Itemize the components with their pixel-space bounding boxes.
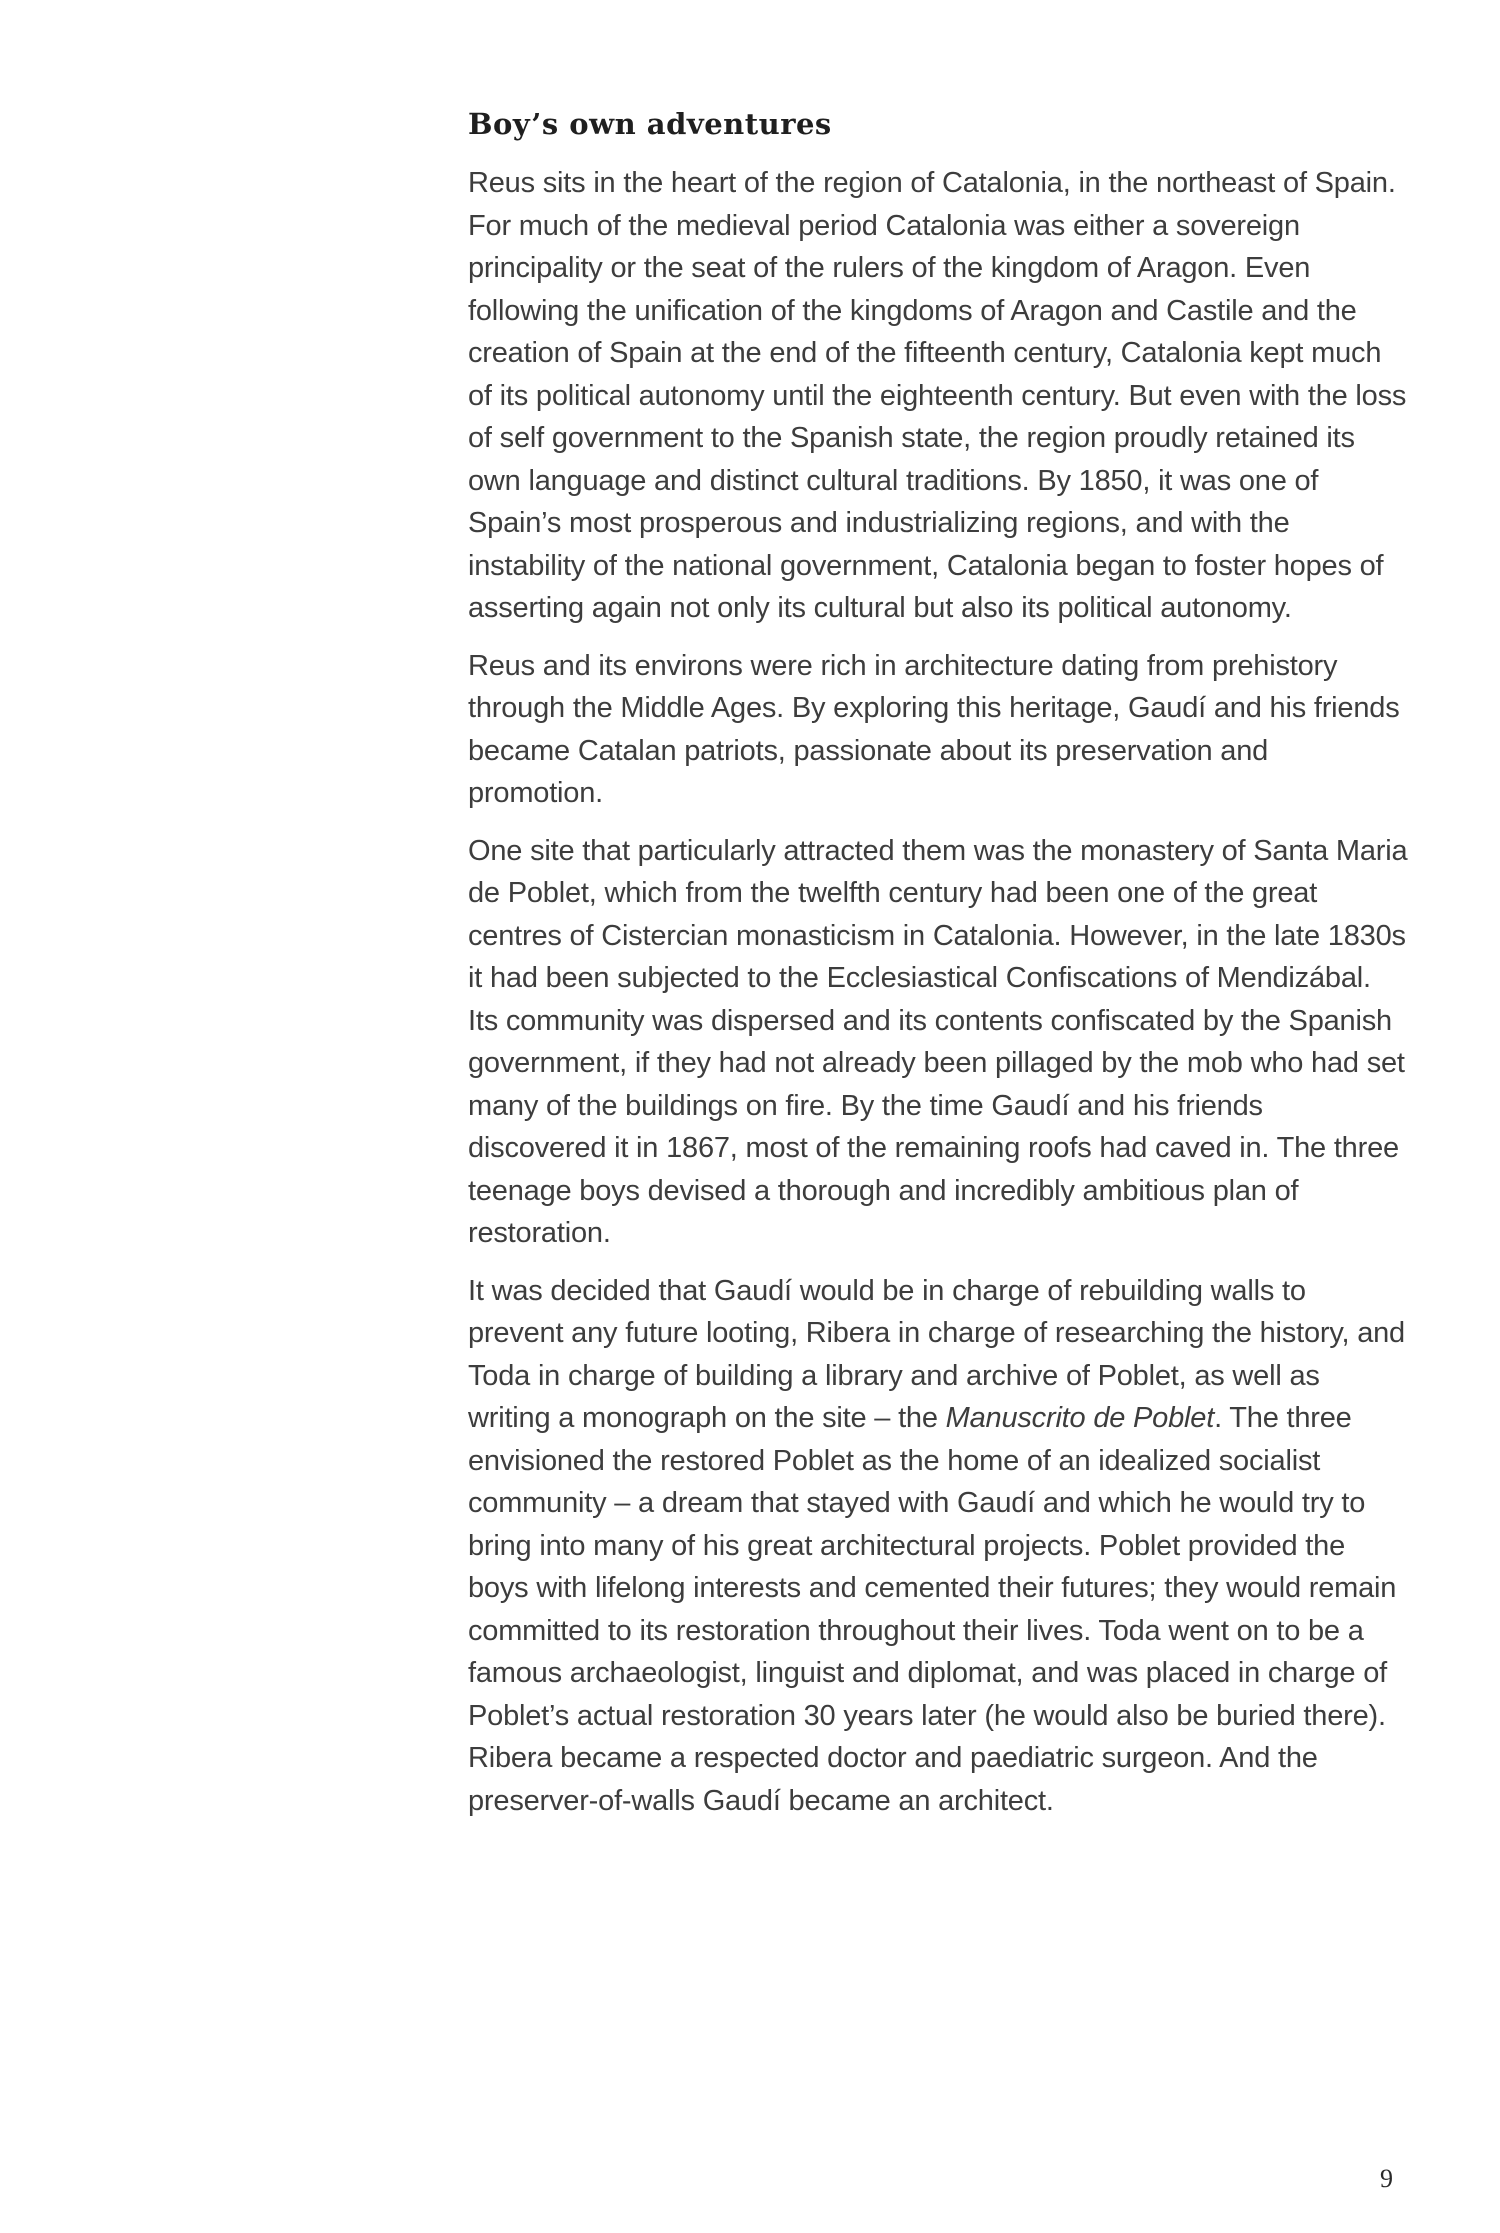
text-column xyxy=(468,104,1408,1837)
manuscript-title: Manuscrito de Poblet xyxy=(945,1402,1215,1434)
page-number: 9 xyxy=(1380,2164,1393,2193)
paragraph-restoration-plan xyxy=(468,1270,1408,1823)
restoration-text-start: It was decided that Gaudí would be in charge of rebuilding walls to prevent any future looting, Ribera in charge of researching the history, and Toda in charge of building a library and archive of Poblet, as well as writing a monograph on the site – the xyxy=(468,1274,1405,1434)
paragraph-poblet-monastery: One site that particularly attracted them was the monastery of Santa Maria de Poblet, which from the twelfth century had been one of the great centres of Cistercian monasticism in Catalonia. However, in the late 1830s it had been subjected to the Ecclesiastical Confiscations of Mendizábal. Its community was dispersed and its contents confiscated by the Spanish government, if they had not already been pillaged by the mob who had set many of the buildings on fire. By the time Gaudí and his friends discovered it in 1867, most of the remaining roofs had caved in. The three teenage boys devised a thorough and incredibly ambitious plan of restoration. xyxy=(468,834,1408,1249)
paragraph-reus-architecture: Reus and its environs were rich in architecture dating from prehistory through the Middle Ages. By exploring this heritage, Gaudí and his friends became Catalan patriots, passionate about its preservation and promotion. xyxy=(468,649,1400,809)
section-heading: Boy’s own adventures xyxy=(468,107,832,141)
paragraph-catalonia-history: Reus sits in the heart of the region of Catalonia, in the northeast of Spain. For much of the medieval period Catalonia was either a sovereign principality or the seat of the rulers of the kingdom of Aragon. Even following the unification of the kingdoms of Aragon and Castile and the creation of Spain at the end of the fifteenth century, Catalonia kept much of its political autonomy until the eighteenth century. But even with the loss of self government to the Spanish state, the region proudly retained its own language and distinct cultural traditions. By 1850, it was one of Spain’s most prosperous and industrializing regions, and with the instability of the national government, Catalonia began to foster hopes of asserting again not only its cultural but also its political autonomy. xyxy=(468,167,1407,624)
restoration-text-end: . The three envisioned the restored Poblet as the home of an idealized socialist community – a dream that stayed with Gaudí and which he would try to bring into many of his great architectural projects. Poblet provided the boys with lifelong interests and cemented their futures; they would remain committed to its restoration throughout their lives. Toda went on to be a famous archaeologist, linguist and diplomat, and was placed in charge of Poblet’s actual restoration 30 years later (he would also be buried there). Ribera became a respected doctor and paediatric surgeon. And the preserver-of-walls Gaudí became an architect. xyxy=(468,1402,1397,1817)
